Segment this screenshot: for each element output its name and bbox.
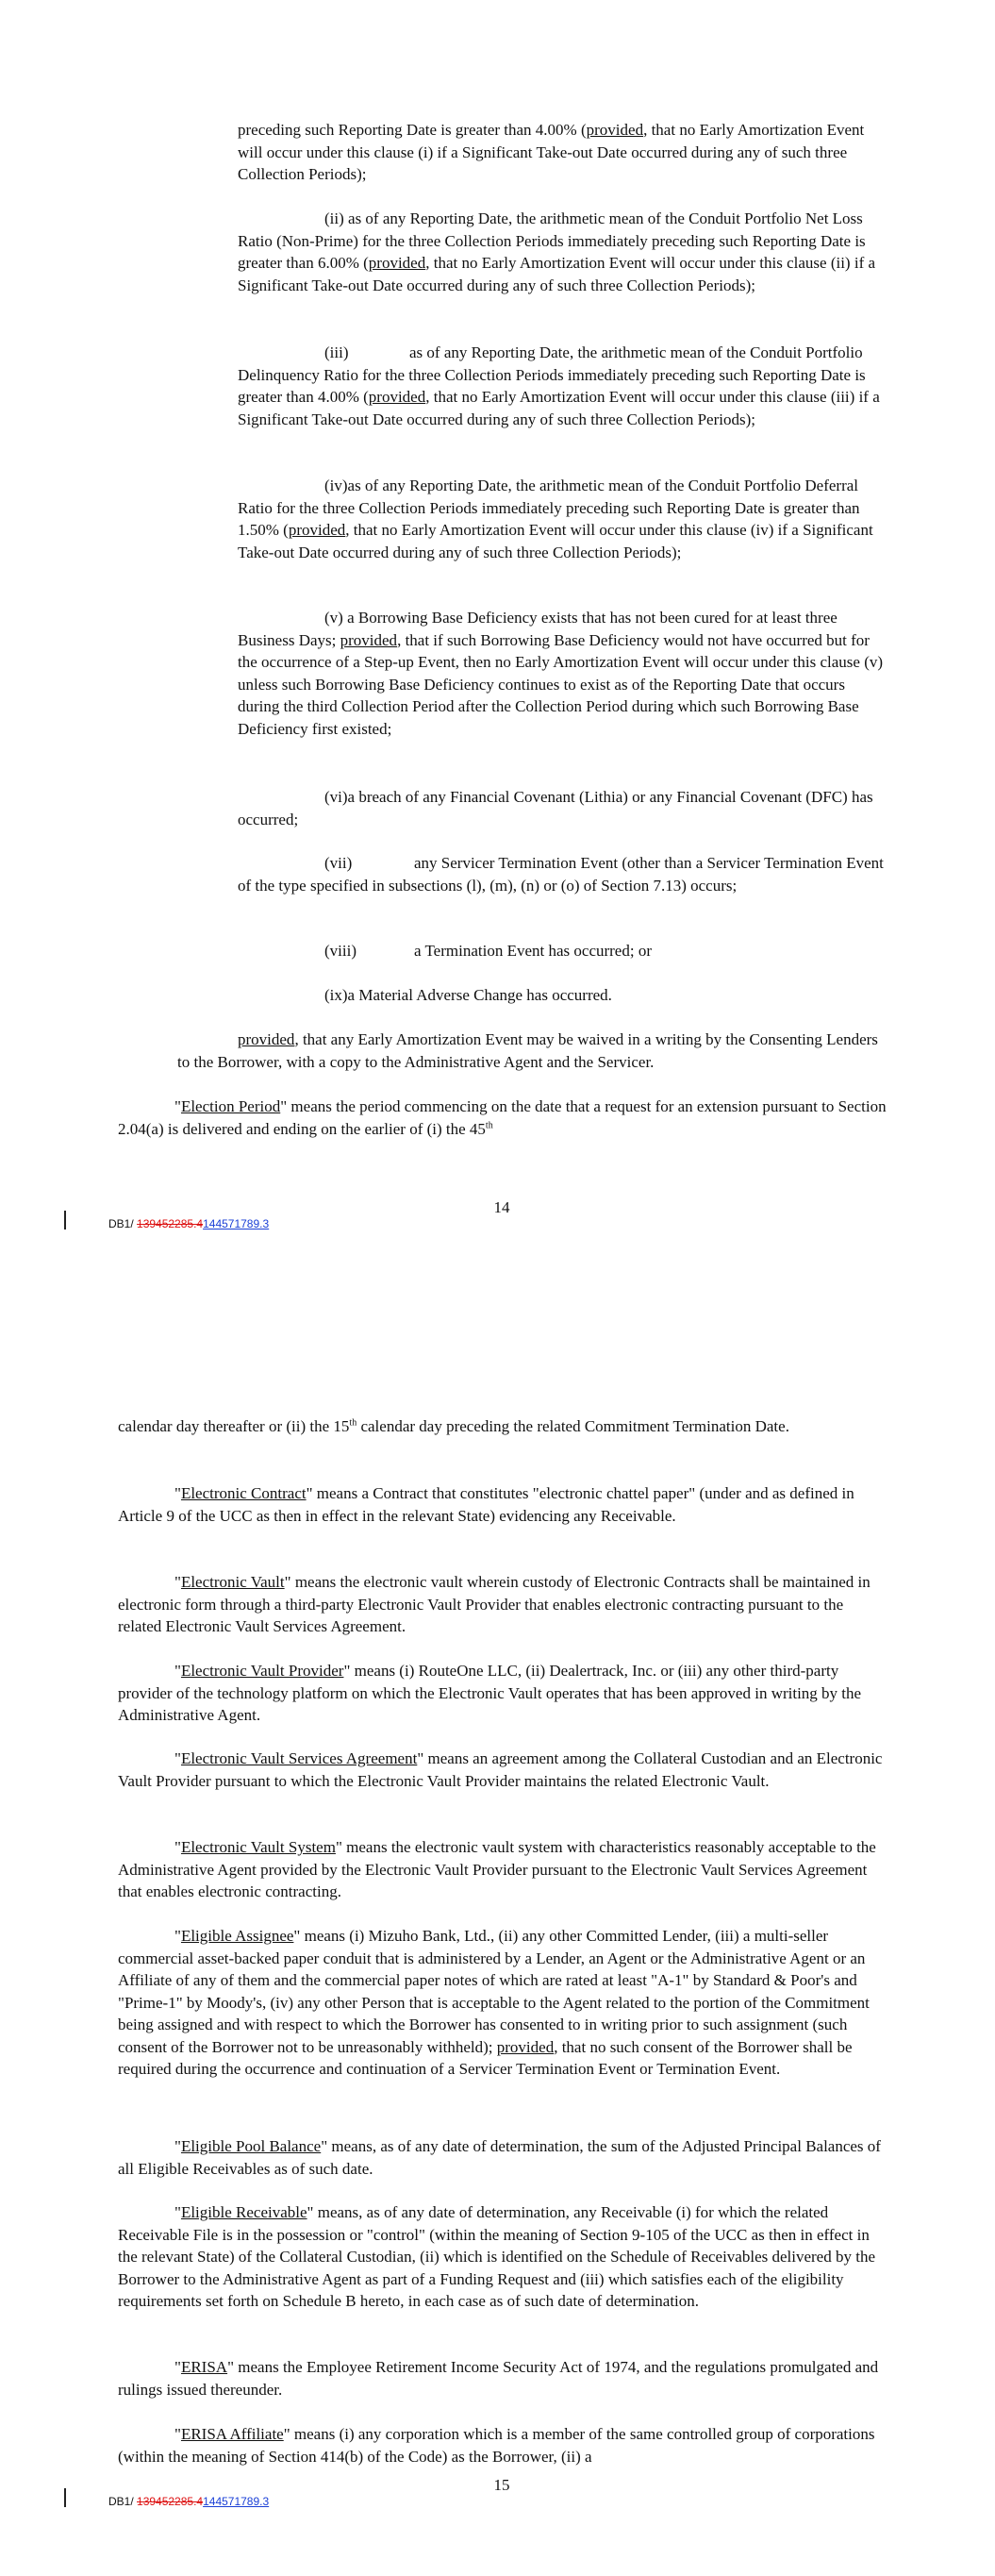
electronic-vault-services-agreement-definition: "Electronic Vault Services Agreement" means an agreement among the Collateral Custodian and an Electronic Vault Provider pursuant to which the Electronic Vault Provider maintains the related Electronic Vault.	[118, 1749, 883, 1790]
clause-vi: (vi)a breach of any Financial Covenant (Lithia) or any Financial Covenant (DFC) has occurred;	[238, 788, 873, 828]
proviso-paragraph: provided, that any Early Amortization Event may be waived in a writing by the Consenting Lenders to the Borrower, with a copy to the Administrative Agent and the Servicer.	[177, 1030, 878, 1071]
change-bar	[64, 1211, 66, 1229]
electronic-vault-system-definition: "Electronic Vault System" means the electronic vault system with characteristics reasonably acceptable to the Administrative Agent provided by the Electronic Vault Provider pursuant to the Electronic Vault Services Agreement that enables electronic contracting.	[118, 1838, 876, 1900]
election-period-definition: "Election Period" means the period commencing on the date that a request for an extension pursuant to Section 2.04(a) is delivered and ending on the earlier of (i) the 45th	[118, 1097, 887, 1138]
electronic-contract-definition: "Electronic Contract" means a Contract that constitutes "electronic chattel paper" (under and as defined in Article 9 of the UCC as then in effect in the relevant State) evidencing any Receivable.	[118, 1484, 854, 1525]
erisa-definition: "ERISA" means the Employee Retirement Income Security Act of 1974, and the regulations promulgated and rulings issued thereunder.	[118, 2358, 879, 2399]
clause-ix: (ix)a Material Adverse Change has occurred.	[324, 986, 612, 1004]
election-period-continued: calendar day thereafter or (ii) the 15th calendar day preceding the related Commitment Termination Date.	[118, 1417, 789, 1435]
eligible-receivable-definition: "Eligible Receivable" means, as of any date of determination, any Receivable (i) for which the related Receivable File is in the possession or "control" (within the meaning of Section 9-105 of the UCC as then in effect in the relevant State) of the Collateral Custodian, (ii) which is identified on the Schedule of Receivables delivered by the Borrower to the Administrative Agent as part of a Funding Request and (iii) which satisfies each of the eligibility requirements set forth on Schedule B hereto, in each case as of such date of determination.	[118, 2203, 876, 2310]
document-footer: DB1/ 139452285.4144571789.3	[108, 2495, 270, 2508]
page-number: 15	[493, 2476, 510, 2494]
clause-iv: (iv)as of any Reporting Date, the arithmetic mean of the Conduit Portfolio Deferral Ratio for the three Collection Periods immediately preceding such Reporting Date is greater than 1.50% (provided, that no Early Amortization Event will occur under this clause (iv) if a Significant Take-out Date occurred during any of such three Collection Periods);	[238, 477, 873, 561]
eligible-assignee-definition: "Eligible Assignee" means (i) Mizuho Bank, Ltd., (ii) any other Committed Lender, (iii) a multi-seller commercial asset-backed paper conduit that is administered by a Lender, an Agent or the Administrative Agent or an Affiliate of any of them and the commercial paper notes of which are rated at least "A-1" by Standard & Poor's and "Prime-1" by Moody's, (iv) any other Person that is acceptable to the Agent related to the portion of the Commitment being assigned and with respect to which the Borrower has consented to in writing prior to such assignment (such consent of the Borrower not to be unreasonably withheld); provided, that no such consent of the Borrower shall be required during the occurrence and continuation of a Servicer Termination Event or Termination Event.	[118, 1927, 870, 2078]
page-number: 14	[493, 1198, 510, 1216]
intro-paragraph: preceding such Reporting Date is greater than 4.00% (provided, that no Early Amortization Event will occur under this clause (i) if a Significant Take-out Date occurred during any of such three Collection Periods);	[238, 121, 865, 183]
eligible-pool-balance-definition: "Eligible Pool Balance" means, as of any date of determination, the sum of the Adjusted Principal Balances of all Eligible Receivables as of such date.	[118, 2137, 881, 2178]
document-footer: DB1/ 139452285.4144571789.3	[108, 1217, 270, 1230]
electronic-vault-provider-definition: "Electronic Vault Provider" means (i) RouteOne LLC, (ii) Dealertrack, Inc. or (iii) any other third-party provider of the technology platform on which the Electronic Vault operates that has been approved in writing by the Administrative Agent.	[118, 1662, 862, 1724]
clause-v: (v) a Borrowing Base Deficiency exists that has not been cured for at least three Business Days; provided, that if such Borrowing Base Deficiency would not have occurred but for the occurrence of a Step-up Event, then no Early Amortization Event will occur under this clause (v) unless such Borrowing Base Deficiency continues to exist as of the Reporting Date that occurs during the third Collection Period after the Collection Period during which such Borrowing Base Deficiency first existed;	[238, 609, 884, 738]
erisa-affiliate-definition: "ERISA Affiliate" means (i) any corporation which is a member of the same controlled group of corporations (within the meaning of Section 414(b) of the Code) as the Borrower, (ii) a	[118, 2425, 875, 2466]
change-bar	[64, 2488, 66, 2507]
clause-ii: (ii) as of any Reporting Date, the arithmetic mean of the Conduit Portfolio Net Loss Ratio (Non-Prime) for the three Collection Periods immediately preceding such Reporting Date is greater than 6.00% (provided, that no Early Amortization Event will occur under this clause (ii) if a Significant Take-out Date occurred during any of such three Collection Periods);	[238, 209, 876, 294]
clause-vii: (vii) any Servicer Termination Event (other than a Servicer Termination Event of the type specified in subsections (l), (m), (n) or (o) of Section 7.13) occurs;	[238, 854, 884, 895]
electronic-vault-definition: "Electronic Vault" means the electronic vault wherein custody of Electronic Contracts shall be maintained in electronic form through a third-party Electronic Vault Provider that enables electronic contracting pursuant to the related Electronic Vault Services Agreement.	[118, 1573, 871, 1635]
clause-viii: (viii) a Termination Event has occurred; or	[324, 942, 652, 960]
clause-iii: (iii) as of any Reporting Date, the arithmetic mean of the Conduit Portfolio Delinquency Ratio for the three Collection Periods immediately preceding such Reporting Date is greater than 4.00% (provided, that no Early Amortization Event will occur under this clause (iii) if a Significant Take-out Date occurred during any of such three Collection Periods);	[238, 343, 880, 428]
